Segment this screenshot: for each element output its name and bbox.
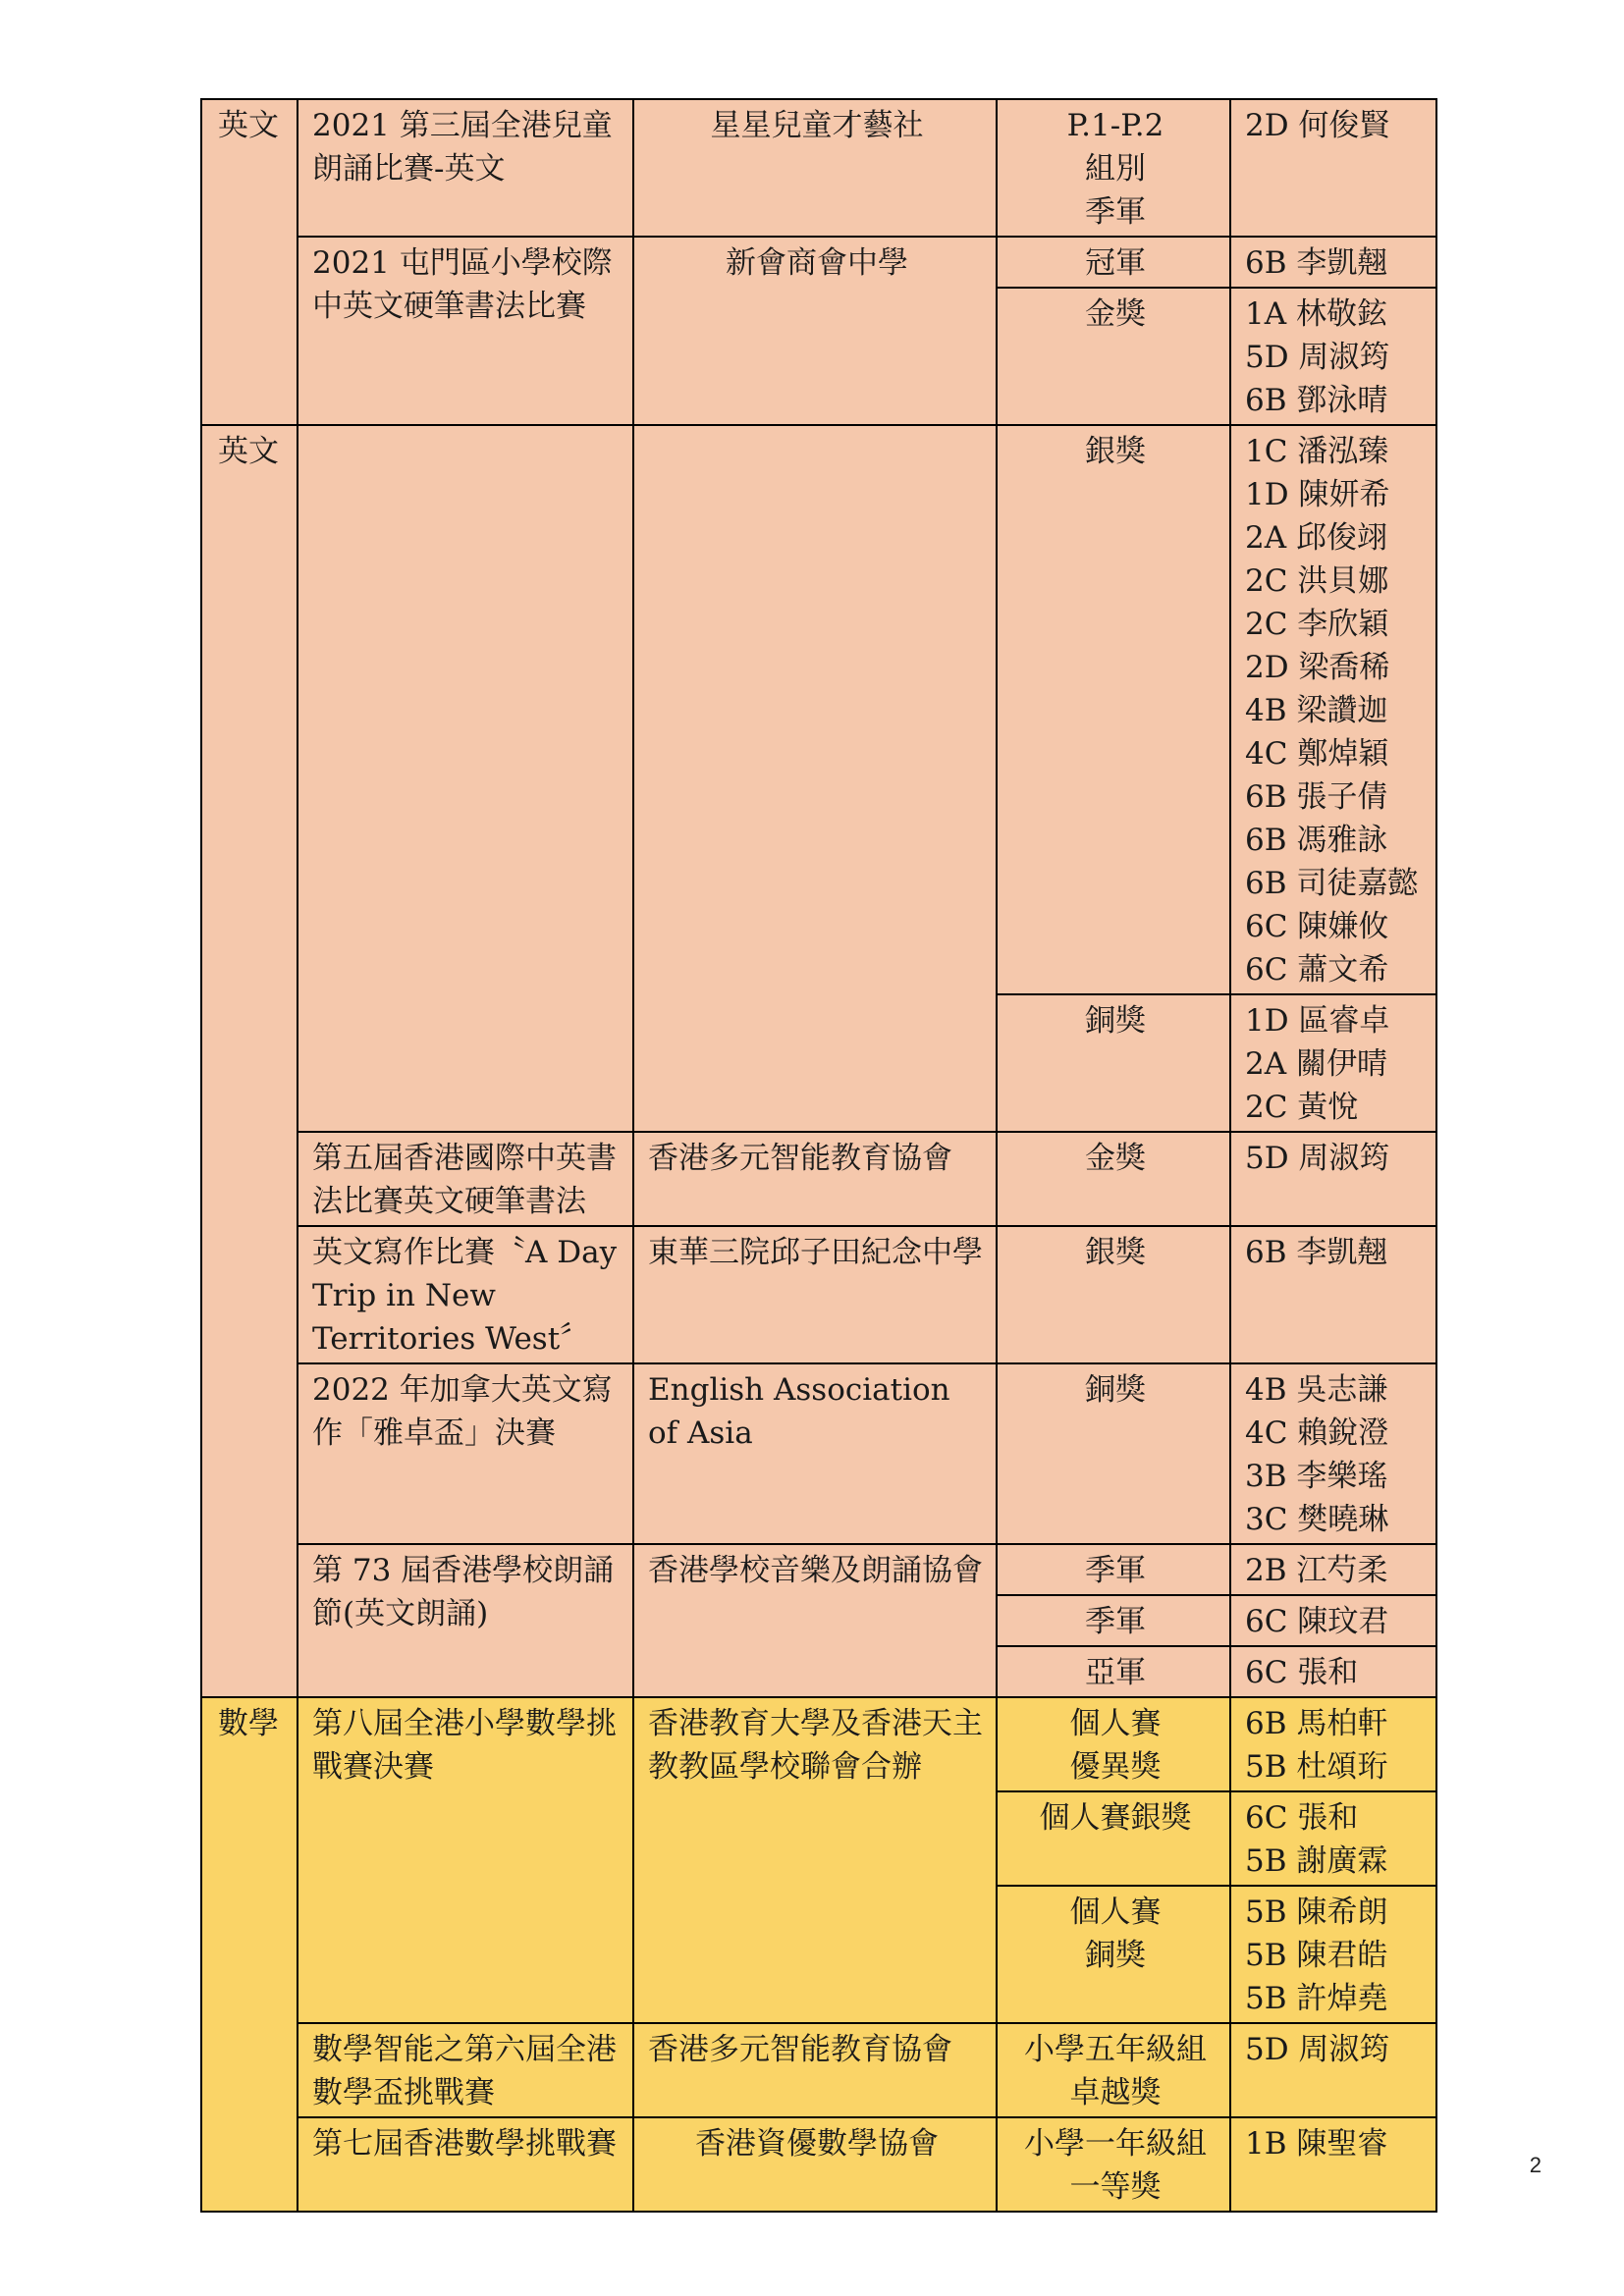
subject-cell: 數學 — [201, 1697, 298, 1791]
awards-table — [200, 98, 1437, 2213]
table-row — [201, 237, 1436, 288]
award-cell: 個人賽 優異獎 — [997, 1697, 1230, 1791]
award-cell: 小學五年級組 卓越獎 — [997, 2023, 1230, 2117]
winners-cell: 2D 何俊賢 — [1230, 99, 1436, 237]
page-number: 2 — [1529, 2153, 1542, 2177]
winners-cell: 6B 李凱翹 — [1230, 1226, 1436, 1363]
winners-cell: 5D 周淑筠 — [1230, 2023, 1436, 2117]
award-cell: 銅獎 — [997, 1363, 1230, 1544]
winners-cell: 6C 張和 — [1230, 1646, 1436, 1697]
award-cell: 銀獎 — [997, 1226, 1230, 1363]
table-row — [201, 425, 1436, 994]
winners-cell: 6C 張和 5B 謝廣霖 — [1230, 1791, 1436, 1886]
table-row — [201, 2023, 1436, 2117]
winners-cell: 5D 周淑筠 — [1230, 1132, 1436, 1226]
competition-cell: 第五屆香港國際中英書法比賽英文硬筆書法 — [298, 1132, 633, 1226]
organizer-cell: 香港多元智能教育協會 — [633, 1132, 997, 1226]
organizer-cell: 香港多元智能教育協會 — [633, 2023, 997, 2117]
award-cell: 金獎 — [997, 1132, 1230, 1226]
competition-cell: 2021 屯門區小學校際中英文硬筆書法比賽 — [298, 237, 633, 425]
table-row — [201, 99, 1436, 237]
organizer-cell: 香港學校音樂及朗誦協會 — [633, 1544, 997, 1697]
organizer-cell: 香港資優數學協會 — [633, 2117, 997, 2212]
award-cell: 亞軍 — [997, 1646, 1230, 1697]
award-cell: 冠軍 — [997, 237, 1230, 288]
table-row — [201, 2117, 1436, 2212]
organizer-cell: 東華三院邱子田紀念中學 — [633, 1226, 997, 1363]
winners-cell: 1A 林敬鉉 5D 周淑筠 6B 鄧泳晴 — [1230, 288, 1436, 425]
competition-cell: 2022 年加拿大英文寫作「雅卓盃」決賽 — [298, 1363, 633, 1544]
award-cell: 銀獎 — [997, 425, 1230, 994]
award-cell: 季軍 — [997, 1595, 1230, 1646]
organizer-cell: 香港教育大學及香港天主教教區學校聯會合辦 — [633, 1697, 997, 2023]
competition-cell: 第 73 屆香港學校朗誦節(英文朗誦) — [298, 1544, 633, 1697]
award-cell: 小學一年級組 一等獎 — [997, 2117, 1230, 2212]
winners-cell: 6C 陳玟君 — [1230, 1595, 1436, 1646]
winners-cell: 5B 陳希朗 5B 陳君皓 5B 許焯堯 — [1230, 1886, 1436, 2023]
organizer-cell: 星星兒童才藝社 — [633, 99, 997, 237]
table-row — [201, 1132, 1436, 1226]
award-cell: 個人賽銀獎 — [997, 1791, 1230, 1886]
winners-cell: 2B 江芍柔 — [1230, 1544, 1436, 1595]
organizer-cell: 新會商會中學 — [633, 237, 997, 425]
winners-cell: 6B 馬柏軒 5B 杜頌珩 — [1230, 1697, 1436, 1791]
competition-cell: 2021 第三屆全港兒童朗誦比賽-英文 — [298, 99, 633, 237]
award-cell: P.1-P.2 組別 季軍 — [997, 99, 1230, 237]
winners-cell: 1C 潘泓臻 1D 陳妍希 2A 邱俊翊 2C 洪貝娜 2C 李欣穎 2D 梁喬稀 4B 梁讚迦 4C 鄭焯穎 6B 張子倩 6B 馮雅詠 6B 司徒嘉懿 6C 陳嫌攸 6C 蕭文希 — [1230, 425, 1436, 994]
organizer-cell: English Association of Asia — [633, 1363, 997, 1544]
subject-cell: 英文 — [201, 425, 298, 994]
winners-cell: 6B 李凱翹 — [1230, 237, 1436, 288]
winners-cell: 4B 吳志謙 4C 賴銳澄 3B 李樂瑤 3C 樊曉琳 — [1230, 1363, 1436, 1544]
award-cell: 金獎 — [997, 288, 1230, 425]
table-row — [201, 1697, 1436, 1791]
award-cell: 個人賽 銅獎 — [997, 1886, 1230, 2023]
award-cell: 銅獎 — [997, 994, 1230, 1132]
table-row — [201, 1226, 1436, 1363]
competition-cell: 第八屆全港小學數學挑戰賽決賽 — [298, 1697, 633, 2023]
table-row — [201, 1544, 1436, 1595]
competition-cell: 英文寫作比賽〝A Day Trip in New Territories West〞 — [298, 1226, 633, 1363]
competition-cell: 第七屆香港數學挑戰賽 — [298, 2117, 633, 2212]
table-row — [201, 1363, 1436, 1544]
award-cell: 季軍 — [997, 1544, 1230, 1595]
table-row — [201, 994, 1436, 1132]
winners-cell: 1D 區睿卓 2A 關伊晴 2C 黃悅 — [1230, 994, 1436, 1132]
competition-cell: 數學智能之第六屆全港數學盃挑戰賽 — [298, 2023, 633, 2117]
subject-cell: 英文 — [201, 99, 298, 237]
winners-cell: 1B 陳聖睿 — [1230, 2117, 1436, 2212]
